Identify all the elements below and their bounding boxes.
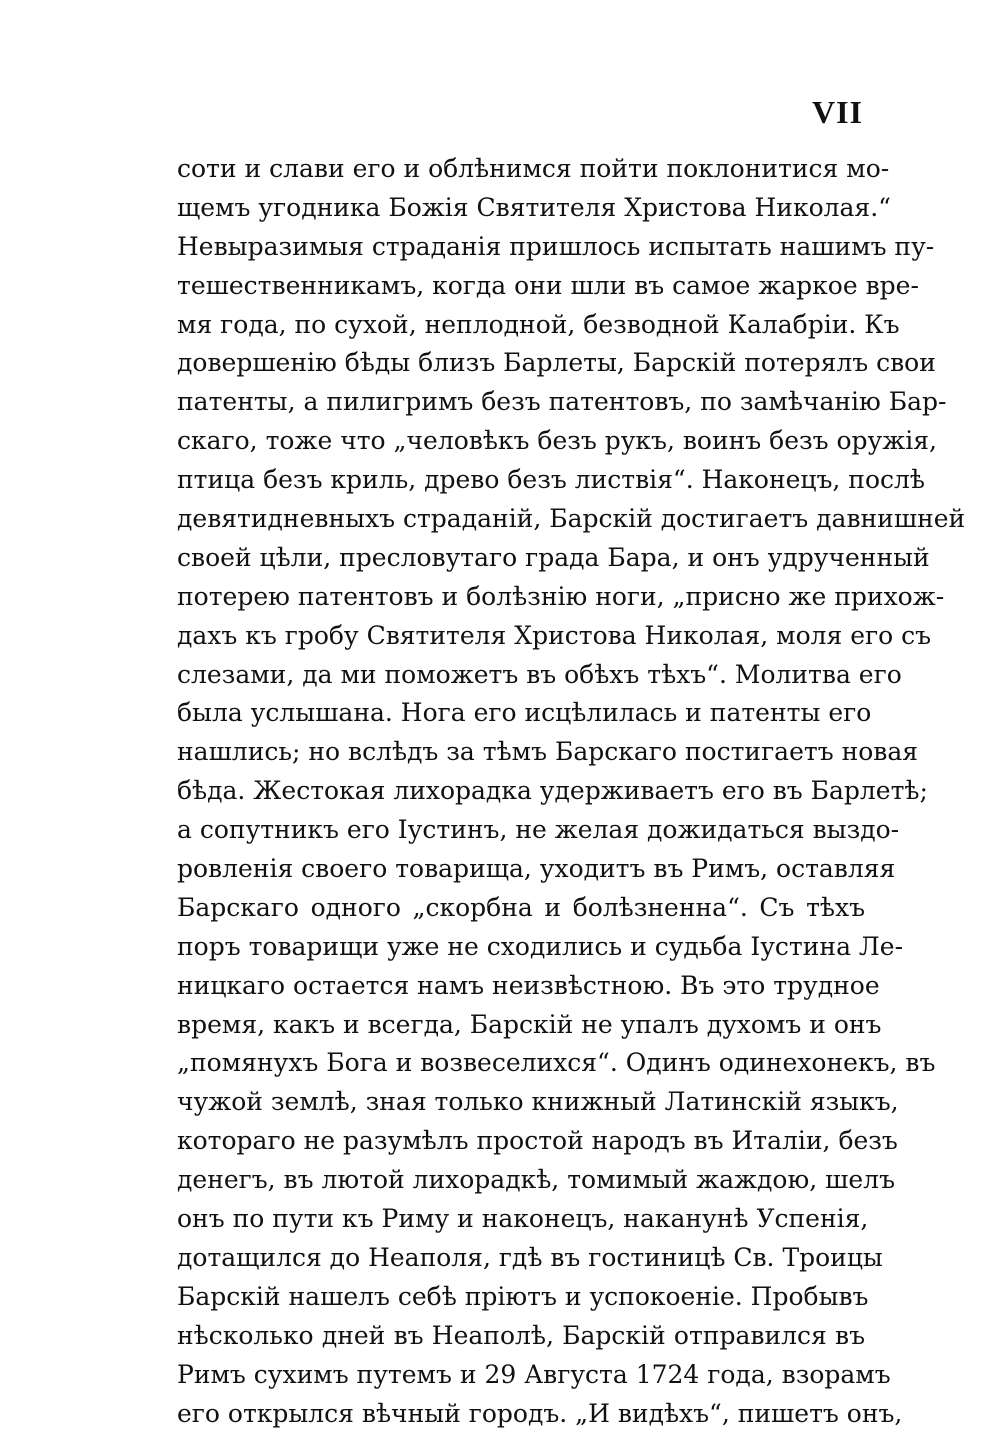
page-number: VII — [812, 94, 863, 131]
text-line: была услышана. Нога его исцѣлилась и патенты его — [177, 694, 865, 733]
text-line: денегъ, въ лютой лихорадкѣ, томимый жаждою, шелъ — [177, 1161, 865, 1200]
text-line: слезами, да ми поможетъ въ обѣхъ тѣхъ“. Молитва его — [177, 656, 865, 695]
text-line: его открылся вѣчный городъ. „И видѣхъ“, пишетъ онъ, — [177, 1395, 865, 1433]
text-line: дотащился до Неаполя, гдѣ въ гостиницѣ Св. Троицы — [177, 1239, 865, 1278]
text-line: довершенію бѣды близъ Барлеты, Барскій потерялъ свои — [177, 344, 865, 383]
text-line: поръ товарищи уже не сходились и судьба Іустина Ле- — [177, 928, 865, 967]
text-line: время, какъ и всегда, Барскій не упалъ духомъ и онъ — [177, 1006, 865, 1045]
text-line: потерею патентовъ и болѣзнію ноги, „присно же прихож- — [177, 578, 865, 617]
text-line: ровленія своего товарища, уходитъ въ Римъ, оставляя — [177, 850, 865, 889]
text-line: бѣда. Жестокая лихорадка удерживаетъ его въ Барлетѣ; — [177, 772, 865, 811]
text-line: котораго не разумѣлъ простой народъ въ Италіи, безъ — [177, 1122, 865, 1161]
text-line: Римъ сухимъ путемъ и 29 Августа 1724 года, взорамъ — [177, 1356, 865, 1395]
text-line: чужой землѣ, зная только книжный Латинскій языкъ, — [177, 1083, 865, 1122]
text-line: а сопутникъ его Іустинъ, не желая дожидаться выздо- — [177, 811, 865, 850]
text-line: ницкаго остается намъ неизвѣстною. Въ это трудное — [177, 967, 865, 1006]
text-line: онъ по пути къ Риму и наконецъ, наканунѣ Успенія, — [177, 1200, 865, 1239]
text-line: дахъ къ гробу Святителя Христова Николая, моля его съ — [177, 617, 865, 656]
text-line: девятидневныхъ страданій, Барскій достигаетъ давнишней — [177, 500, 865, 539]
text-line: скаго, тоже что „человѣкъ безъ рукъ, воинъ безъ оружія, — [177, 422, 865, 461]
body-text — [177, 150, 865, 1433]
text-line: щемъ угодника Божія Святителя Христова Николая.“ — [177, 189, 865, 228]
text-line: нѣсколько дней въ Неаполѣ, Барскій отправился въ — [177, 1317, 865, 1356]
text-line: нашлись; но вслѣдъ за тѣмъ Барскаго постигаетъ новая — [177, 733, 865, 772]
text-line: Барскій нашелъ себѣ пріютъ и успокоеніе. Пробывъ — [177, 1278, 865, 1317]
text-line: тешественникамъ, когда они шли въ самое жаркое вре- — [177, 267, 865, 306]
text-line: своей цѣли, пресловутаго града Бара, и онъ удрученный — [177, 539, 865, 578]
text-line: „помянухъ Бога и возвеселихся“. Одинъ одинехонекъ, въ — [177, 1044, 865, 1083]
text-line: соти и слави его и облѣнимся пойти поклонитися мо- — [177, 150, 865, 189]
text-line: патенты, а пилигримъ безъ патентовъ, по замѣчанію Бар- — [177, 383, 865, 422]
text-line: птица безъ криль, древо безъ листвія“. Наконецъ, послѣ — [177, 461, 865, 500]
text-line: Барскаго одного „скорбна и болѣзненна“. Съ тѣхъ — [177, 889, 865, 928]
text-line: Невыразимыя страданія пришлось испытать нашимъ пу- — [177, 228, 865, 267]
text-line: мя года, по сухой, неплодной, безводной Калабріи. Къ — [177, 306, 865, 345]
